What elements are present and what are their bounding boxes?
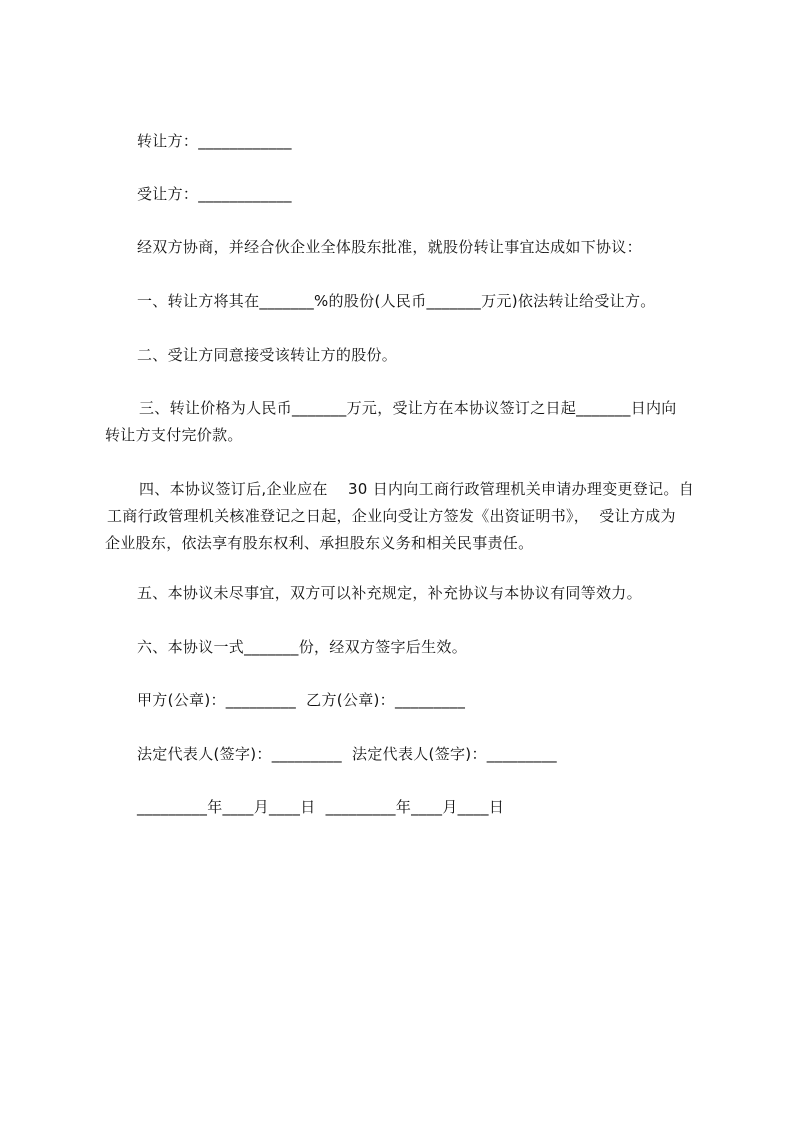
date-line: _________年____月____日 _________年____月____日: [137, 798, 505, 816]
legal-rep-signature-line: 法定代表人(签字)：_________ 法定代表人(签字)：_________: [137, 745, 557, 763]
transferor-line: 转让方：____________: [137, 132, 292, 150]
clause-4-line-2: 工商行政管理机关核准登记之日起，企业向受让方签发《出资证明书》， 受让方成为: [107, 507, 676, 525]
clause-3-line-2: 转让方支付完价款。: [105, 426, 243, 444]
transferee-line: 受让方：____________: [137, 185, 292, 203]
clause-4-line-1: 四、本协议签订后,企业应在 30 日内向工商行政管理机关申请办理变更登记。自: [139, 480, 694, 498]
clause-6-line: 六、本协议一式_______份，经双方签字后生效。: [137, 638, 468, 656]
clause-1-line: 一、转让方将其在_______%的股份(人民币_______万元)依法转让给受让方。: [137, 292, 656, 310]
party-seal-line: 甲方(公章)：_________ 乙方(公章)：_________: [137, 691, 466, 709]
clause-3-line-1: 三、转让价格为人民币_______万元，受让方在本协议签订之日起_______日内向: [139, 399, 677, 417]
clause-2-line: 二、受让方同意接受该转让方的股份。: [137, 346, 398, 364]
clause-5-line: 五、本协议未尽事宜，双方可以补充规定，补充协议与本协议有同等效力。: [137, 584, 642, 602]
clause-4-line-3: 企业股东，依法享有股东权利、承担股东义务和相关民事责任。: [105, 534, 534, 552]
preamble-line: 经双方协商，并经合伙企业全体股东批准，就股份转让事宜达成如下协议：: [137, 238, 642, 256]
